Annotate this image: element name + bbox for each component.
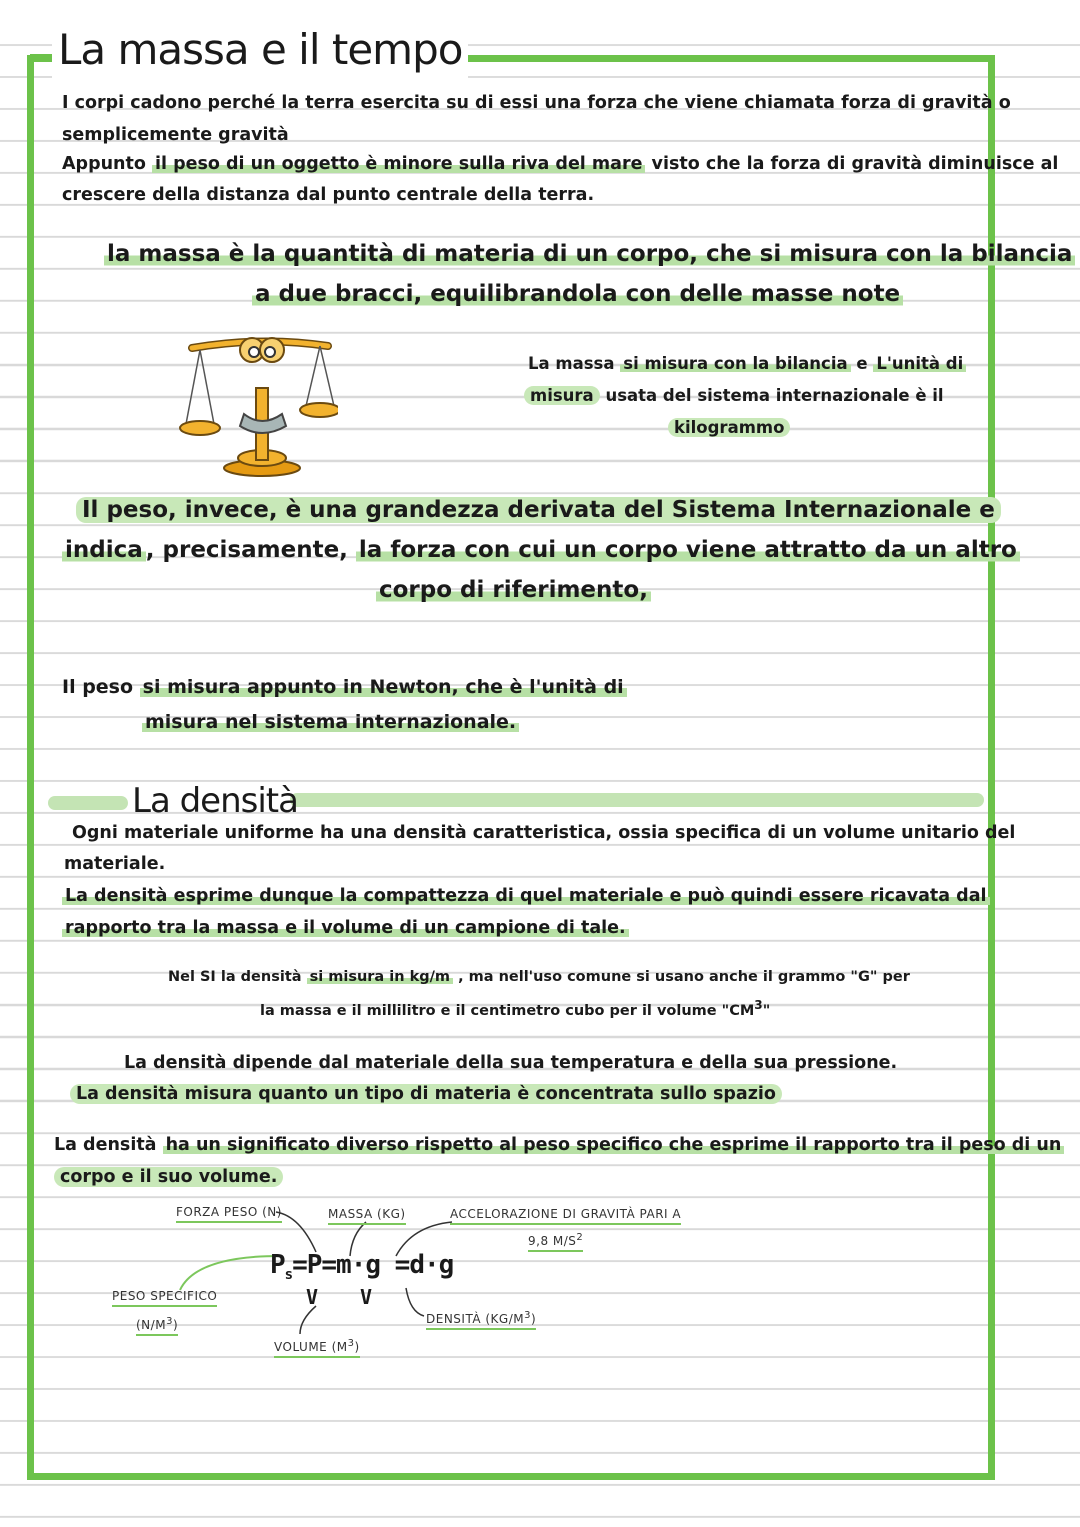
mass-definition-line-2 <box>252 274 903 314</box>
intro-line-3 <box>62 149 1058 180</box>
mass-unit-line-2 <box>524 380 944 411</box>
si-note-line-1 <box>168 963 910 991</box>
mass-unit-a2: si misura con la bilancia <box>620 354 850 373</box>
mass-unit-a3: e <box>850 354 874 373</box>
weight-definition-mid: , precisamente, <box>145 537 356 563</box>
weight-unit-line-2 <box>142 707 519 738</box>
density-title-line-right <box>290 793 984 807</box>
weight-unit-lead: Il peso <box>62 676 140 698</box>
ps-sup: 3 <box>166 1316 173 1327</box>
weight-definition-hl-2: la forza con cui un corpo viene attratto da un altro <box>356 537 1020 563</box>
mass-unit-b1: misura <box>524 386 600 405</box>
mass-definition-line-1 <box>104 234 1075 274</box>
mass-unit-a1: La massa <box>528 354 621 373</box>
density-line-3 <box>62 881 990 912</box>
si-note-c: , ma nell'uso comune si usano anche il grammo "G" per <box>453 969 910 985</box>
density-line-1: Ogni materiale uniforme ha una densità caratteristica, ossia specifica di un volume unitario del <box>72 823 1016 843</box>
densita-close: ) <box>531 1312 537 1326</box>
balance-scale-icon <box>178 328 338 478</box>
si-note-l2a: la massa e il millilitro e il centimetro cubo per il volume "CM <box>260 1002 755 1019</box>
mass-unit-a4: L'unità di <box>873 354 966 373</box>
intro-line-2: semplicemente gravità <box>62 125 289 145</box>
page-title: La massa e il tempo <box>52 20 468 80</box>
si-note-hl: si misura in kg/m <box>307 969 453 985</box>
weight-definition-hl-1: Il peso, invece, è una grandezza derivata del Sistema Internazionale e <box>76 497 1001 523</box>
density-concentration <box>70 1079 782 1110</box>
mass-unit-kilogrammo: kilogrammo <box>668 418 790 437</box>
specific-weight-hl: ha un significato diverso rispetto al peso specifico che esprime il rapporto tra il peso di un <box>163 1135 1065 1155</box>
mass-definition-hl-1: la massa è la quantità di materia di un corpo, che si misura con la bilancia <box>104 241 1075 267</box>
density-hl-2: rapporto tra la massa e il volume di un campione di tale. <box>62 918 629 938</box>
mass-unit-line-3 <box>668 412 790 443</box>
formula-p: P <box>270 1250 285 1280</box>
si-note-a: Nel SI la densità <box>168 969 307 985</box>
densita-text: DENSITÀ (KG/M <box>426 1312 525 1326</box>
weight-unit-line-1 <box>62 672 627 703</box>
formula-rest: =P=m·g =d·g <box>292 1250 454 1280</box>
label-forza-peso: FORZA PESO (N) <box>176 1204 282 1223</box>
weight-unit-hl-1: si misura appunto in Newton, che è l'unità di <box>140 676 627 698</box>
density-line-2: materiale. <box>64 854 166 874</box>
label-accel-value <box>528 1230 583 1252</box>
formula-denominator-2: V <box>360 1285 373 1309</box>
si-note-sup: 3 <box>754 998 763 1012</box>
ps-close: ) <box>172 1318 179 1332</box>
intro-line-1: I corpi cadono perché la terra esercita su di essi una forza che viene chiamata forza di gravità o <box>62 93 1011 113</box>
volume-close: ) <box>354 1340 360 1354</box>
ps-unit: (N/M <box>136 1318 167 1332</box>
weight-definition-hl-3: corpo di riferimento, <box>376 577 651 603</box>
accel-sup: 2 <box>576 1232 584 1243</box>
density-hl-1: La densità esprime dunque la compattezza di quel materiale e può quindi essere ricavata dal <box>62 886 990 906</box>
density-dependence: La densità dipende dal materiale della sua temperatura e della sua pressione. <box>124 1053 898 1073</box>
label-peso-specifico: PESO SPECIFICO <box>112 1288 217 1307</box>
weight-definition-line-1 <box>76 490 1001 530</box>
weight-unit-hl-2: misura nel sistema internazionale. <box>142 711 519 733</box>
density-concentration-hl: La densità misura quanto un tipo di materia è concentrata sullo spazio <box>70 1084 782 1104</box>
intro-tail: visto che la forza di gravità diminuisce al <box>645 154 1059 174</box>
intro-line-4: crescere della distanza dal punto centrale della terra. <box>62 185 595 205</box>
label-massa: MASSA (KG) <box>328 1206 406 1225</box>
mass-unit-line-1 <box>528 348 966 379</box>
label-volume <box>274 1336 360 1358</box>
specific-weight-line-1 <box>54 1130 1064 1161</box>
densita-sup: 3 <box>524 1310 531 1321</box>
density-title-line-left <box>48 796 128 810</box>
label-densita <box>426 1308 536 1330</box>
formula-sub-s: s <box>284 1267 293 1284</box>
weight-definition-indica: indica <box>62 537 146 563</box>
density-section-title: La densità <box>132 781 298 821</box>
intro-lead: Appunto <box>62 154 152 174</box>
volume-sup: 3 <box>347 1338 355 1349</box>
specific-weight-lead: La densità <box>54 1135 163 1155</box>
si-note-l2b: " <box>762 1002 771 1019</box>
accel-value: 9,8 M/S <box>528 1234 577 1248</box>
volume-text: VOLUME (M <box>274 1340 348 1354</box>
specific-weight-hl-2: corpo e il suo volume. <box>54 1167 283 1187</box>
mass-definition-hl-2: a due bracci, equilibrandola con delle masse note <box>252 281 903 307</box>
label-peso-specifico-unit <box>136 1314 178 1336</box>
si-note-line-2 <box>260 991 770 1025</box>
mass-unit-b2: usata del sistema internazionale è il <box>599 386 944 405</box>
intro-highlight: il peso di un oggetto è minore sulla riva del mare <box>152 154 645 174</box>
weight-definition-line-2 <box>62 530 1020 570</box>
weight-definition-line-3 <box>376 570 651 610</box>
label-accelerazione: ACCELORAZIONE DI GRAVITÀ PARI A <box>450 1206 681 1225</box>
density-line-4 <box>62 913 629 944</box>
formula-denominator-1: V <box>306 1285 319 1309</box>
specific-weight-line-2 <box>54 1162 283 1193</box>
